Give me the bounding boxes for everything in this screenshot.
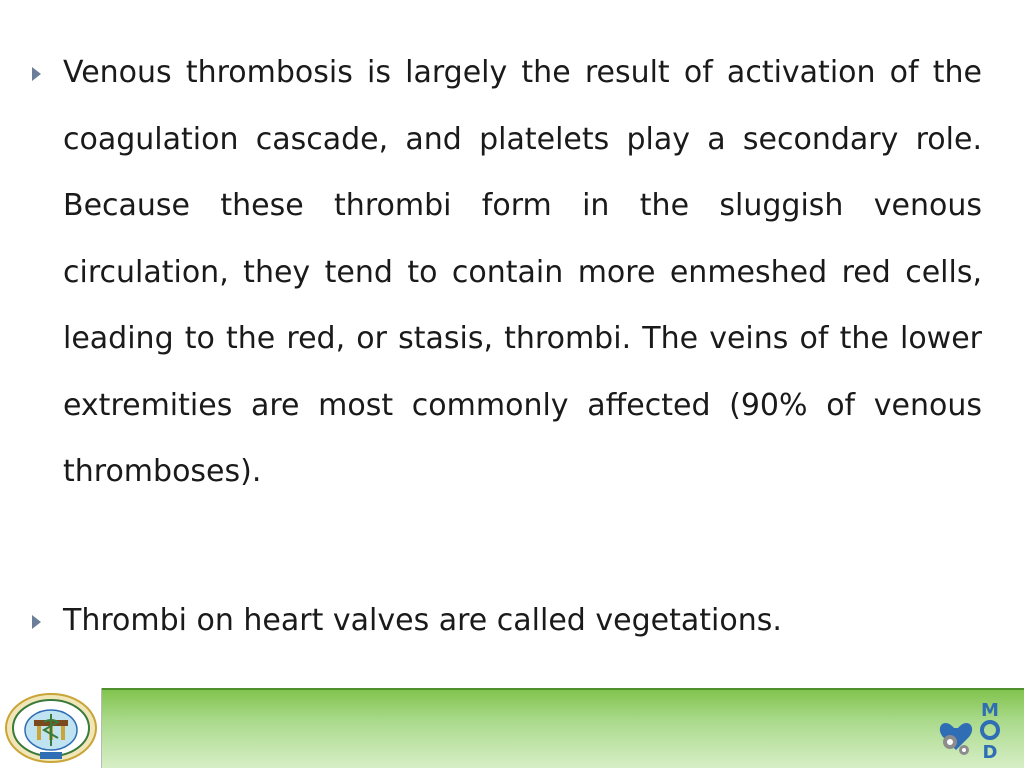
mod-logo-letter: D bbox=[982, 742, 998, 760]
bullet-arrow-icon bbox=[32, 67, 41, 81]
footer-divider bbox=[0, 688, 1024, 690]
mod-logo-icon bbox=[934, 698, 1006, 760]
mod-logo-letter: M bbox=[981, 700, 999, 721]
footer-gradient bbox=[102, 688, 1024, 768]
bullet-text: Venous thrombosis is largely the result of activation of the coagulation cascade, and platelets play a secondary role. Because these thrombi form in the sluggish venous circulation, they tend to contain more enmeshed red cells, leading to the red, or stasis, thrombi. The veins of the lower extremities are most commonly affected (90% of venous thromboses). bbox=[63, 55, 982, 489]
bullet-text: Thrombi on heart valves are called vegetations. bbox=[63, 603, 782, 638]
bullet-item bbox=[32, 50, 982, 506]
bullet-arrow-icon bbox=[32, 615, 41, 629]
footer-band bbox=[0, 688, 1024, 768]
bullet-item bbox=[32, 598, 982, 655]
mod-logo-letter-o-shape bbox=[982, 722, 998, 738]
university-seal-logo-icon bbox=[4, 692, 98, 764]
left-logo-box bbox=[0, 688, 102, 768]
